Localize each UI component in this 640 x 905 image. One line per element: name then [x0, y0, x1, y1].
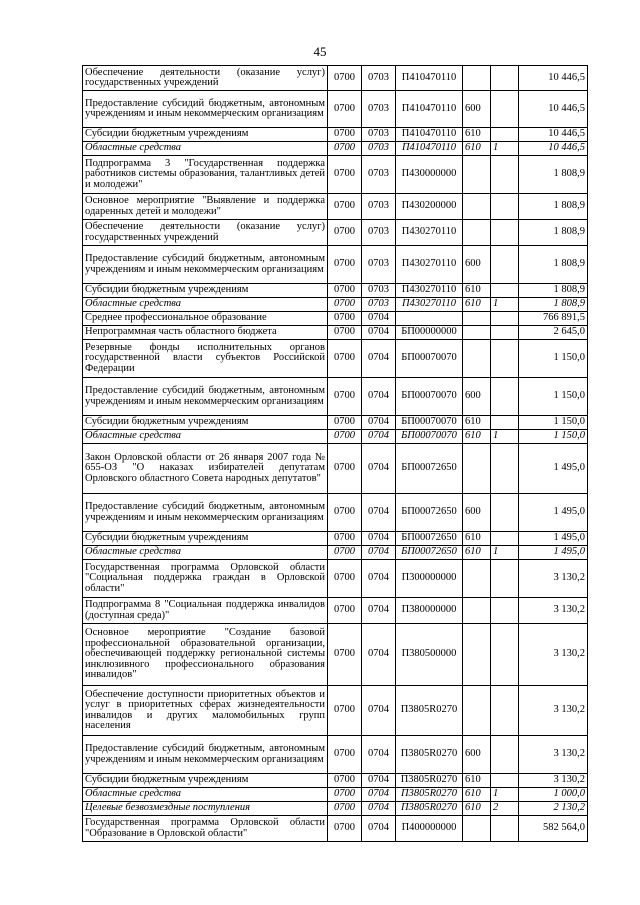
funding-source-cell [491, 312, 519, 326]
section-code-cell: 0700 [328, 430, 362, 444]
funding-source-cell [491, 532, 519, 546]
expense-type-cell: 610 [463, 284, 491, 298]
table-row [83, 194, 588, 220]
section-code-cell: 0700 [328, 494, 362, 532]
expense-type-cell: 610 [463, 142, 491, 156]
funding-source-cell [491, 686, 519, 736]
subsection-code-cell: 0704 [362, 560, 396, 598]
row-name-cell: Предоставление субсидий бюджетным, автономным учреждениям и иным некоммерческим организациям [83, 736, 328, 774]
expense-type-cell [463, 560, 491, 598]
row-name-cell: Областные средства [83, 298, 328, 312]
target-article-cell: БП00072650 [396, 444, 463, 494]
table-row [83, 802, 588, 816]
expense-type-cell: 610 [463, 430, 491, 444]
section-code-cell: 0700 [328, 788, 362, 802]
table-row [83, 560, 588, 598]
subsection-code-cell: 0703 [362, 142, 396, 156]
row-name-cell: Непрограммная часть областного бюджета [83, 326, 328, 340]
expense-type-cell: 610 [463, 788, 491, 802]
target-article-cell [396, 312, 463, 326]
section-code-cell: 0700 [328, 598, 362, 624]
target-article-cell: БП00072650 [396, 532, 463, 546]
subsection-code-cell: 0703 [362, 128, 396, 142]
target-article-cell: БП00070070 [396, 416, 463, 430]
amount-cell: 1 808,9 [519, 220, 588, 246]
expense-type-cell [463, 340, 491, 378]
subsection-code-cell: 0703 [362, 156, 396, 194]
row-name-cell: Субсидии бюджетным учреждениям [83, 774, 328, 788]
subsection-code-cell: 0703 [362, 246, 396, 284]
amount-cell: 1 808,9 [519, 298, 588, 312]
funding-source-cell [491, 284, 519, 298]
table-row [83, 128, 588, 142]
expense-type-cell: 610 [463, 128, 491, 142]
row-name-cell: Подпрограмма 3 "Государственная поддержка работников системы образования, талантливых детей и молодежи" [83, 156, 328, 194]
table-row [83, 91, 588, 128]
subsection-code-cell: 0704 [362, 494, 396, 532]
table-row [83, 430, 588, 444]
expense-type-cell: 610 [463, 532, 491, 546]
target-article-cell: П300000000 [396, 560, 463, 598]
budget-table-body [83, 66, 588, 842]
row-name-cell: Предоставление субсидий бюджетным, автономным учреждениям и иным некоммерческим организациям [83, 378, 328, 416]
subsection-code-cell: 0704 [362, 416, 396, 430]
target-article-cell: П430000000 [396, 156, 463, 194]
expense-type-cell [463, 220, 491, 246]
funding-source-cell [491, 246, 519, 284]
amount-cell: 3 130,2 [519, 686, 588, 736]
subsection-code-cell: 0704 [362, 312, 396, 326]
target-article-cell: П3805R0270 [396, 686, 463, 736]
section-code-cell: 0700 [328, 246, 362, 284]
target-article-cell: П410470110 [396, 128, 463, 142]
table-row [83, 788, 588, 802]
amount-cell: 1 495,0 [519, 532, 588, 546]
subsection-code-cell: 0704 [362, 598, 396, 624]
row-name-cell: Субсидии бюджетным учреждениям [83, 284, 328, 298]
expense-type-cell [463, 624, 491, 686]
table-row [83, 156, 588, 194]
table-row [83, 444, 588, 494]
funding-source-cell [491, 598, 519, 624]
budget-table [82, 65, 588, 842]
amount-cell: 1 495,0 [519, 444, 588, 494]
expense-type-cell [463, 66, 491, 91]
amount-cell: 1 808,9 [519, 246, 588, 284]
row-name-cell: Предоставление субсидий бюджетным, автономным учреждениям и иным некоммерческим организациям [83, 246, 328, 284]
row-name-cell: Основное мероприятие "Выявление и поддержка одаренных детей и молодежи" [83, 194, 328, 220]
subsection-code-cell: 0704 [362, 686, 396, 736]
subsection-code-cell: 0703 [362, 284, 396, 298]
row-name-cell: Среднее профессиональное образование [83, 312, 328, 326]
funding-source-cell: 2 [491, 802, 519, 816]
target-article-cell: П430200000 [396, 194, 463, 220]
target-article-cell: П410470110 [396, 142, 463, 156]
row-name-cell: Обеспечение деятельности (оказание услуг) государственных учреждений [83, 220, 328, 246]
target-article-cell: П430270110 [396, 220, 463, 246]
subsection-code-cell: 0704 [362, 774, 396, 788]
amount-cell: 1 150,0 [519, 378, 588, 416]
subsection-code-cell: 0703 [362, 66, 396, 91]
funding-source-cell [491, 416, 519, 430]
funding-source-cell [491, 91, 519, 128]
subsection-code-cell: 0704 [362, 624, 396, 686]
amount-cell: 10 446,5 [519, 142, 588, 156]
expense-type-cell [463, 686, 491, 736]
row-name-cell: Областные средства [83, 788, 328, 802]
expense-type-cell [463, 598, 491, 624]
row-name-cell: Резервные фонды исполнительных органов государственной власти субъектов Российской Федерации [83, 340, 328, 378]
funding-source-cell [491, 326, 519, 340]
funding-source-cell: 1 [491, 430, 519, 444]
target-article-cell: П380000000 [396, 598, 463, 624]
table-row [83, 736, 588, 774]
row-name-cell: Субсидии бюджетным учреждениям [83, 416, 328, 430]
table-row [83, 340, 588, 378]
section-code-cell: 0700 [328, 284, 362, 298]
amount-cell: 10 446,5 [519, 91, 588, 128]
target-article-cell: П3805R0270 [396, 736, 463, 774]
row-name-cell: Субсидии бюджетным учреждениям [83, 128, 328, 142]
amount-cell: 1 150,0 [519, 416, 588, 430]
expense-type-cell: 600 [463, 736, 491, 774]
table-row [83, 284, 588, 298]
target-article-cell: П430270110 [396, 298, 463, 312]
table-row [83, 532, 588, 546]
funding-source-cell [491, 128, 519, 142]
subsection-code-cell: 0704 [362, 378, 396, 416]
row-name-cell: Предоставление субсидий бюджетным, автономным учреждениям и иным некоммерческим организациям [83, 494, 328, 532]
funding-source-cell: 1 [491, 142, 519, 156]
section-code-cell: 0700 [328, 156, 362, 194]
row-name-cell: Основное мероприятие "Создание базовой профессиональной образовательной организации, обеспечивающей поддержку региональной системы инклюзивного профессионального образования инвалидов" [83, 624, 328, 686]
section-code-cell: 0700 [328, 326, 362, 340]
table-row [83, 246, 588, 284]
amount-cell: 3 130,2 [519, 598, 588, 624]
section-code-cell: 0700 [328, 444, 362, 494]
expense-type-cell: 600 [463, 91, 491, 128]
funding-source-cell [491, 156, 519, 194]
section-code-cell: 0700 [328, 416, 362, 430]
section-code-cell: 0700 [328, 298, 362, 312]
expense-type-cell [463, 816, 491, 842]
amount-cell: 3 130,2 [519, 624, 588, 686]
page-number: 45 [313, 44, 327, 59]
subsection-code-cell: 0703 [362, 220, 396, 246]
row-name-cell: Целевые безвозмездные поступления [83, 802, 328, 816]
expense-type-cell: 610 [463, 802, 491, 816]
target-article-cell: БП00070070 [396, 430, 463, 444]
section-code-cell: 0700 [328, 802, 362, 816]
section-code-cell: 0700 [328, 736, 362, 774]
section-code-cell: 0700 [328, 532, 362, 546]
row-name-cell: Подпрограмма 8 "Социальная поддержка инвалидов (доступная среда)" [83, 598, 328, 624]
target-article-cell: БП00070070 [396, 340, 463, 378]
section-code-cell: 0700 [328, 194, 362, 220]
subsection-code-cell: 0704 [362, 430, 396, 444]
amount-cell: 1 808,9 [519, 284, 588, 298]
section-code-cell: 0700 [328, 128, 362, 142]
subsection-code-cell: 0703 [362, 91, 396, 128]
subsection-code-cell: 0704 [362, 532, 396, 546]
section-code-cell: 0700 [328, 220, 362, 246]
row-name-cell: Областные средства [83, 430, 328, 444]
row-name-cell: Государственная программа Орловской области "Социальная поддержка граждан в Орловской области" [83, 560, 328, 598]
expense-type-cell [463, 156, 491, 194]
expense-type-cell: 600 [463, 378, 491, 416]
section-code-cell: 0700 [328, 340, 362, 378]
amount-cell: 3 130,2 [519, 560, 588, 598]
row-name-cell: Обеспечение доступности приоритетных объектов и услуг в приоритетных сферах жизнедеятельности инвалидов и других маломобильных групп населения [83, 686, 328, 736]
subsection-code-cell: 0704 [362, 340, 396, 378]
section-code-cell: 0700 [328, 66, 362, 91]
target-article-cell: БП00072650 [396, 546, 463, 560]
subsection-code-cell: 0704 [362, 736, 396, 774]
table-row [83, 312, 588, 326]
funding-source-cell [491, 444, 519, 494]
section-code-cell: 0700 [328, 624, 362, 686]
table-row [83, 142, 588, 156]
funding-source-cell [491, 378, 519, 416]
subsection-code-cell: 0704 [362, 326, 396, 340]
table-row [83, 416, 588, 430]
table-row [83, 774, 588, 788]
amount-cell: 10 446,5 [519, 128, 588, 142]
funding-source-cell: 1 [491, 788, 519, 802]
target-article-cell: БП00072650 [396, 494, 463, 532]
target-article-cell: БП00070070 [396, 378, 463, 416]
target-article-cell: П3805R0270 [396, 802, 463, 816]
table-row [83, 66, 588, 91]
amount-cell: 1 808,9 [519, 194, 588, 220]
funding-source-cell [491, 560, 519, 598]
subsection-code-cell: 0703 [362, 298, 396, 312]
funding-source-cell [491, 220, 519, 246]
section-code-cell: 0700 [328, 686, 362, 736]
row-name-cell: Закон Орловской области от 26 января 2007 года № 655-ОЗ "О наказах избирателей депутатам Орловского областного Совета народных депутатов" [83, 444, 328, 494]
amount-cell: 10 446,5 [519, 66, 588, 91]
table-row [83, 546, 588, 560]
funding-source-cell [491, 624, 519, 686]
amount-cell: 1 495,0 [519, 546, 588, 560]
section-code-cell: 0700 [328, 546, 362, 560]
expense-type-cell: 610 [463, 546, 491, 560]
subsection-code-cell: 0704 [362, 816, 396, 842]
funding-source-cell [491, 774, 519, 788]
row-name-cell: Обеспечение деятельности (оказание услуг) государственных учреждений [83, 66, 328, 91]
funding-source-cell [491, 194, 519, 220]
funding-source-cell [491, 816, 519, 842]
amount-cell: 2 130,2 [519, 802, 588, 816]
section-code-cell: 0700 [328, 142, 362, 156]
table-row [83, 686, 588, 736]
subsection-code-cell: 0704 [362, 444, 396, 494]
funding-source-cell: 1 [491, 298, 519, 312]
subsection-code-cell: 0704 [362, 546, 396, 560]
funding-source-cell [491, 736, 519, 774]
subsection-code-cell: 0704 [362, 788, 396, 802]
amount-cell: 766 891,5 [519, 312, 588, 326]
table-row [83, 816, 588, 842]
amount-cell: 1 150,0 [519, 340, 588, 378]
section-code-cell: 0700 [328, 774, 362, 788]
funding-source-cell [491, 340, 519, 378]
amount-cell: 1 000,0 [519, 788, 588, 802]
section-code-cell: 0700 [328, 560, 362, 598]
expense-type-cell: 610 [463, 416, 491, 430]
target-article-cell: П430270110 [396, 284, 463, 298]
amount-cell: 3 130,2 [519, 774, 588, 788]
row-name-cell: Областные средства [83, 546, 328, 560]
target-article-cell: П380500000 [396, 624, 463, 686]
row-name-cell: Областные средства [83, 142, 328, 156]
expense-type-cell [463, 326, 491, 340]
funding-source-cell [491, 66, 519, 91]
section-code-cell: 0700 [328, 816, 362, 842]
target-article-cell: П430270110 [396, 246, 463, 284]
target-article-cell: П400000000 [396, 816, 463, 842]
target-article-cell: П410470110 [396, 66, 463, 91]
target-article-cell: БП00000000 [396, 326, 463, 340]
amount-cell: 1 495,0 [519, 494, 588, 532]
table-row [83, 598, 588, 624]
section-code-cell: 0700 [328, 378, 362, 416]
amount-cell: 3 130,2 [519, 736, 588, 774]
expense-type-cell [463, 312, 491, 326]
expense-type-cell: 610 [463, 774, 491, 788]
expense-type-cell [463, 194, 491, 220]
section-code-cell: 0700 [328, 91, 362, 128]
section-code-cell: 0700 [328, 312, 362, 326]
expense-type-cell: 600 [463, 246, 491, 284]
target-article-cell: П3805R0270 [396, 788, 463, 802]
expense-type-cell: 610 [463, 298, 491, 312]
table-row [83, 298, 588, 312]
subsection-code-cell: 0704 [362, 802, 396, 816]
target-article-cell: П410470110 [396, 91, 463, 128]
expense-type-cell [463, 444, 491, 494]
table-row [83, 220, 588, 246]
funding-source-cell [491, 494, 519, 532]
row-name-cell: Субсидии бюджетным учреждениям [83, 532, 328, 546]
table-row [83, 326, 588, 340]
subsection-code-cell: 0703 [362, 194, 396, 220]
amount-cell: 1 808,9 [519, 156, 588, 194]
amount-cell: 582 564,0 [519, 816, 588, 842]
table-row [83, 624, 588, 686]
expense-type-cell: 600 [463, 494, 491, 532]
amount-cell: 2 645,0 [519, 326, 588, 340]
amount-cell: 1 150,0 [519, 430, 588, 444]
table-row [83, 378, 588, 416]
table-row [83, 494, 588, 532]
row-name-cell: Предоставление субсидий бюджетным, автономным учреждениям и иным некоммерческим организациям [83, 91, 328, 128]
target-article-cell: П3805R0270 [396, 774, 463, 788]
funding-source-cell: 1 [491, 546, 519, 560]
row-name-cell: Государственная программа Орловской области "Образование в Орловской области" [83, 816, 328, 842]
